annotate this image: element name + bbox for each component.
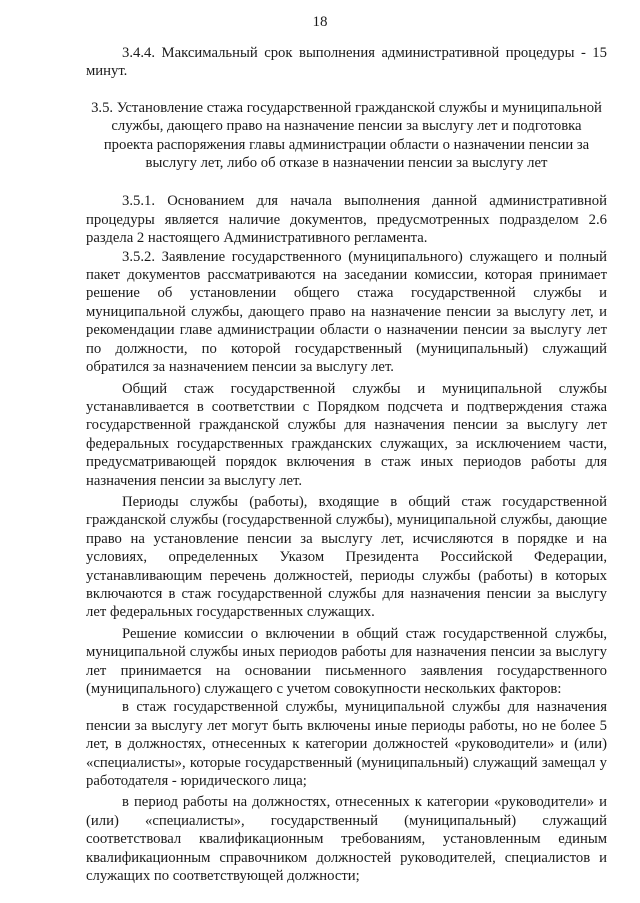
document-body [86,44,607,885]
paragraph-service-periods: Периоды службы (работы), входящие в общий стаж государственной гражданской службы (государственной службы), муниципальной службы, дающие право на установление пенсии за выслугу лет, исчисляются в порядке и на условиях, определенных Указом Президента Российской Федерации, устанавливающим перечень должностей, периоды службы (работы) в которых включаются в стаж государственной службы для назначения пенсии за выслугу лет федеральных государственных служащих. [86,493,607,621]
section-heading-3-5: 3.5. Установление стажа государственной гражданской службы и муниципальной службы, дающего право на назначение пенсии за выслугу лет и подготовка проекта распоряжения главы администрации области о назначении пенсии за выслугу лет, либо об отказе в назначении пенсии за выслугу лет [91,99,602,172]
paragraph-3-4-4: 3.4.4. Максимальный срок выполнения административной процедуры - 15 минут. [86,45,607,80]
paragraph-general-service-length: Общий стаж государственной службы и муниципальной службы устанавливается в соответствии с Порядком подсчета и подтверждения стажа государственной гражданской службы для назначения пенсии за выслугу лет федеральных государственных гражданских служащих, за исключением части, предусматривающей порядок включения в стаж иных периодов работы для назначения пенсии за выслугу лет. [86,380,607,489]
paragraph-condition-2: в период работы на должностях, отнесенных к категории «руководители» и (или) «специалисты», государственный (муниципальный) служащий соответствовал квалификационным требованиям, установленным единым квалификационным справочником должностей руководителей, специалистов и служащих по соответствующей должности; [86,794,607,885]
page-number: 18 [312,14,328,30]
paragraph-condition-1: в стаж государственной службы, муниципальной службы для назначения пенсии за выслугу лет могут быть включены иные периоды работы, но не более 5 лет, в должностях, отнесенных к категории должностей «руководители» и (или) «специалисты», которые государственный (муниципальный) служащий замещал у работодателя - юридического лица; [86,699,607,790]
paragraph-3-5-1: 3.5.1. Основанием для начала выполнения данной административной процедуры является наличие документов, предусмотренных подразделом 2.6 раздела 2 настоящего Административного регламента. [86,193,607,247]
paragraph-3-5-2: 3.5.2. Заявление государственного (муниципального) служащего и полный пакет документов рассматриваются на заседании комиссии, которая принимает решение об установлении общего стажа государственной службы и муниципальной службы, дающего право на назначение пенсии за выслугу лет, и рекомендации главе администрации области о назначении пенсии за выслугу лет по должности, по которой государственный (муниципальный) служащий обратился за назначением пенсии за выслугу лет. [86,248,607,376]
paragraph-commission-decision: Решение комиссии о включении в общий стаж государственной службы, муниципальной службы иных периодов работы для назначения пенсии за выслугу лет принимается на основании письменного заявления государственного (муниципального) служащего с учетом совокупности нескольких факторов: [86,625,607,697]
